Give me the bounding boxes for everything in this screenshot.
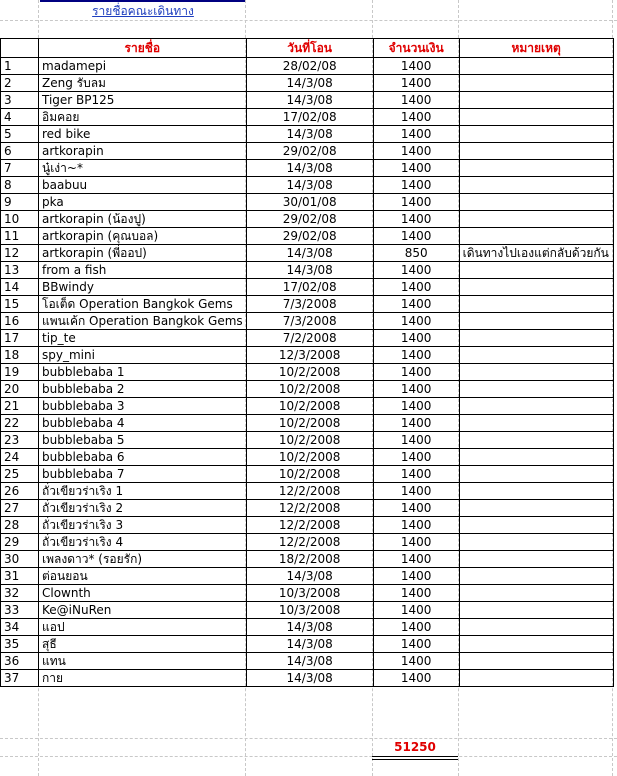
table-row — [1, 109, 614, 126]
cell-no[interactable]: 34 — [1, 619, 39, 636]
table-row — [1, 245, 614, 262]
cell-amount[interactable]: 1400 — [373, 296, 459, 313]
cell-no[interactable]: 30 — [1, 551, 39, 568]
cell-amount[interactable]: 1400 — [373, 568, 459, 585]
cell-note[interactable] — [459, 160, 613, 177]
cell-note[interactable] — [459, 534, 613, 551]
cell-date[interactable]: 10/3/2008 — [246, 585, 373, 602]
cell-no[interactable]: 22 — [1, 415, 39, 432]
cell-date[interactable]: 7/3/2008 — [246, 296, 373, 313]
cell-name[interactable]: bubblebaba 7 — [39, 466, 247, 483]
cell-note[interactable] — [459, 279, 613, 296]
cell-amount[interactable]: 1400 — [373, 585, 459, 602]
cell-date[interactable]: 29/02/08 — [246, 143, 373, 160]
cell-name[interactable]: Tiger BP125 — [39, 92, 247, 109]
cell-note[interactable] — [459, 636, 613, 653]
table-row — [1, 551, 614, 568]
cell-note[interactable] — [459, 381, 613, 398]
cell-no[interactable]: 16 — [1, 313, 39, 330]
cell-no[interactable]: 27 — [1, 500, 39, 517]
cell-name[interactable]: bubblebaba 2 — [39, 381, 247, 398]
cell-date[interactable]: 28/02/08 — [246, 58, 373, 75]
cell-date[interactable]: 14/3/08 — [246, 568, 373, 585]
cell-no[interactable]: 6 — [1, 143, 39, 160]
cell-no[interactable]: 9 — [1, 194, 39, 211]
cell-no[interactable]: 8 — [1, 177, 39, 194]
cell-no[interactable]: 24 — [1, 449, 39, 466]
cell-amount[interactable]: 1400 — [373, 449, 459, 466]
cell-no[interactable]: 32 — [1, 585, 39, 602]
cell-no[interactable]: 35 — [1, 636, 39, 653]
cell-date[interactable]: 7/3/2008 — [246, 313, 373, 330]
cell-name[interactable]: สุธี — [39, 636, 247, 653]
table-row — [1, 415, 614, 432]
table-row — [1, 296, 614, 313]
cell-date[interactable]: 10/2/2008 — [246, 415, 373, 432]
cell-amount[interactable]: 1400 — [373, 653, 459, 670]
table-row — [1, 75, 614, 92]
cell-date[interactable]: 30/01/08 — [246, 194, 373, 211]
cell-no[interactable]: 10 — [1, 211, 39, 228]
cell-amount[interactable]: 1400 — [373, 670, 459, 687]
cell-no[interactable]: 29 — [1, 534, 39, 551]
cell-date[interactable]: 17/02/08 — [246, 279, 373, 296]
table-row — [1, 483, 614, 500]
cell-no[interactable]: 13 — [1, 262, 39, 279]
table-row — [1, 330, 614, 347]
header-cell-no[interactable] — [1, 39, 39, 58]
cell-date[interactable]: 18/2/2008 — [246, 551, 373, 568]
cell-note[interactable] — [459, 364, 613, 381]
cell-name[interactable]: เพลงดาว* (รอยรัก) — [39, 551, 247, 568]
cell-name[interactable]: ต่อนยอน — [39, 568, 247, 585]
cell-amount[interactable]: 1400 — [373, 364, 459, 381]
cell-note[interactable] — [459, 483, 613, 500]
table-row — [1, 211, 614, 228]
cell-date[interactable]: 17/02/08 — [246, 109, 373, 126]
cell-note[interactable] — [459, 466, 613, 483]
cell-note[interactable] — [459, 177, 613, 194]
table-row — [1, 500, 614, 517]
cell-date[interactable]: 10/2/2008 — [246, 449, 373, 466]
cell-note[interactable] — [459, 347, 613, 364]
cell-amount[interactable]: 1400 — [373, 194, 459, 211]
cell-note[interactable] — [459, 517, 613, 534]
total-amount[interactable]: 51250 — [394, 740, 436, 754]
cell-name[interactable]: แอป — [39, 619, 247, 636]
cell-no[interactable]: 11 — [1, 228, 39, 245]
cell-amount[interactable]: 1400 — [373, 619, 459, 636]
cell-date[interactable]: 12/2/2008 — [246, 517, 373, 534]
total-underline — [372, 756, 458, 757]
cell-amount[interactable]: 1400 — [373, 381, 459, 398]
cell-note[interactable] — [459, 653, 613, 670]
table-row — [1, 381, 614, 398]
cell-name[interactable]: baabuu — [39, 177, 247, 194]
cell-date[interactable]: 12/3/2008 — [246, 347, 373, 364]
cell-amount[interactable]: 1400 — [373, 160, 459, 177]
table-row — [1, 262, 614, 279]
cell-name[interactable]: from a fish — [39, 262, 247, 279]
cell-no[interactable]: 2 — [1, 75, 39, 92]
cell-amount[interactable]: 1400 — [373, 636, 459, 653]
cell-note[interactable] — [459, 109, 613, 126]
cell-amount[interactable]: 1400 — [373, 602, 459, 619]
table-row — [1, 466, 614, 483]
cell-name[interactable]: artkorapin (พี่ออป) — [39, 245, 247, 262]
cell-note[interactable] — [459, 296, 613, 313]
header-cell-amount[interactable]: จำนวนเงิน — [373, 39, 459, 58]
cell-note[interactable] — [459, 398, 613, 415]
cell-name[interactable]: โอเต็ด Operation Bangkok Gems — [39, 296, 247, 313]
table-row — [1, 177, 614, 194]
header-cell-note[interactable]: หมายเหตุ — [459, 39, 613, 58]
table-row — [1, 534, 614, 551]
cell-name[interactable]: Clownth — [39, 585, 247, 602]
cell-date[interactable]: 10/2/2008 — [246, 398, 373, 415]
table-row — [1, 653, 614, 670]
cell-name[interactable]: bubblebaba 1 — [39, 364, 247, 381]
cell-name[interactable]: red bike — [39, 126, 247, 143]
cell-name[interactable]: bubblebaba 6 — [39, 449, 247, 466]
table-row — [1, 568, 614, 585]
cell-note[interactable] — [459, 75, 613, 92]
cell-no[interactable]: 5 — [1, 126, 39, 143]
cell-note[interactable] — [459, 670, 613, 687]
cell-no[interactable]: 25 — [1, 466, 39, 483]
cell-date[interactable]: 12/2/2008 — [246, 534, 373, 551]
total-underline — [372, 759, 458, 760]
cell-amount[interactable]: 1400 — [373, 517, 459, 534]
cell-no[interactable]: 4 — [1, 109, 39, 126]
cell-name[interactable]: กาย — [39, 670, 247, 687]
header-cell-date[interactable]: วันที่โอน — [246, 39, 373, 58]
cell-date[interactable]: 14/3/08 — [246, 126, 373, 143]
cell-note[interactable]: เดินทางไปเองแต่กลับด้วยกัน — [459, 245, 613, 262]
cell-name[interactable]: artkorapin — [39, 143, 247, 160]
sheet-title[interactable]: รายชื่อคณะเดินทาง — [92, 4, 194, 18]
cell-date[interactable]: 14/3/08 — [246, 160, 373, 177]
cell-no[interactable]: 12 — [1, 245, 39, 262]
cell-date[interactable]: 12/2/2008 — [246, 500, 373, 517]
cell-note[interactable] — [459, 619, 613, 636]
cell-amount[interactable]: 1400 — [373, 177, 459, 194]
table-row — [1, 364, 614, 381]
cell-note[interactable] — [459, 143, 613, 160]
cell-date[interactable]: 14/3/08 — [246, 177, 373, 194]
cell-date[interactable]: 29/02/08 — [246, 228, 373, 245]
cell-amount[interactable]: 1400 — [373, 262, 459, 279]
cell-amount[interactable]: 1400 — [373, 330, 459, 347]
table-row — [1, 636, 614, 653]
table-row — [1, 228, 614, 245]
cell-name[interactable]: bubblebaba 3 — [39, 398, 247, 415]
cell-no[interactable]: 36 — [1, 653, 39, 670]
cell-no[interactable]: 26 — [1, 483, 39, 500]
cell-name[interactable]: อิมคอย — [39, 109, 247, 126]
cell-name[interactable]: ถั่วเขียวร่าเริง 4 — [39, 534, 247, 551]
cell-date[interactable]: 14/3/08 — [246, 245, 373, 262]
cell-no[interactable]: 14 — [1, 279, 39, 296]
cell-date[interactable]: 14/3/08 — [246, 619, 373, 636]
cell-name[interactable]: Ke@iNuRen — [39, 602, 247, 619]
cell-no[interactable]: 17 — [1, 330, 39, 347]
cell-amount[interactable]: 1400 — [373, 432, 459, 449]
cell-no[interactable]: 20 — [1, 381, 39, 398]
cell-date[interactable]: 14/3/08 — [246, 92, 373, 109]
grid-line — [0, 738, 617, 739]
cell-name[interactable]: ถั่วเขียวร่าเริง 2 — [39, 500, 247, 517]
cell-no[interactable]: 7 — [1, 160, 39, 177]
cell-amount[interactable]: 1400 — [373, 126, 459, 143]
cell-note[interactable] — [459, 194, 613, 211]
grid-line — [0, 756, 617, 757]
cell-no[interactable]: 37 — [1, 670, 39, 687]
cell-date[interactable]: 14/3/08 — [246, 262, 373, 279]
cell-amount[interactable]: 1400 — [373, 398, 459, 415]
cell-note[interactable] — [459, 568, 613, 585]
cell-amount[interactable]: 1400 — [373, 211, 459, 228]
cell-note[interactable] — [459, 449, 613, 466]
cell-note[interactable] — [459, 415, 613, 432]
table-row — [1, 449, 614, 466]
cell-note[interactable] — [459, 92, 613, 109]
cell-amount[interactable]: 1400 — [373, 483, 459, 500]
table-row — [1, 619, 614, 636]
guest-table — [0, 38, 614, 687]
cell-name[interactable]: artkorapin (น้องปู) — [39, 211, 247, 228]
header-cell-name[interactable]: รายชื่อ — [39, 39, 247, 58]
table-row — [1, 347, 614, 364]
cell-amount[interactable]: 1400 — [373, 415, 459, 432]
cell-name[interactable]: pka — [39, 194, 247, 211]
cell-note[interactable] — [459, 228, 613, 245]
table-row — [1, 602, 614, 619]
cell-name[interactable]: spy_mini — [39, 347, 247, 364]
cell-amount[interactable]: 1400 — [373, 313, 459, 330]
cell-date[interactable]: 14/3/08 — [246, 653, 373, 670]
cell-note[interactable] — [459, 211, 613, 228]
cell-no[interactable]: 28 — [1, 517, 39, 534]
cell-no[interactable]: 15 — [1, 296, 39, 313]
table-row — [1, 126, 614, 143]
cell-no[interactable]: 18 — [1, 347, 39, 364]
cell-amount[interactable]: 1400 — [373, 466, 459, 483]
cell-date[interactable]: 10/2/2008 — [246, 381, 373, 398]
table-row — [1, 143, 614, 160]
cell-note[interactable] — [459, 58, 613, 75]
cell-date[interactable]: 29/02/08 — [246, 211, 373, 228]
cell-no[interactable]: 23 — [1, 432, 39, 449]
cell-no[interactable]: 31 — [1, 568, 39, 585]
table-row — [1, 313, 614, 330]
table-row — [1, 279, 614, 296]
cell-date[interactable]: 12/2/2008 — [246, 483, 373, 500]
cell-name[interactable]: นู๋เง่า~* — [39, 160, 247, 177]
grid-line — [0, 20, 617, 21]
cell-date[interactable]: 10/2/2008 — [246, 466, 373, 483]
cell-date[interactable]: 10/2/2008 — [246, 364, 373, 381]
cell-no[interactable]: 1 — [1, 58, 39, 75]
cell-date[interactable]: 14/3/08 — [246, 75, 373, 92]
table-row — [1, 432, 614, 449]
cell-date[interactable]: 14/3/08 — [246, 670, 373, 687]
cell-note[interactable] — [459, 262, 613, 279]
table-row — [1, 670, 614, 687]
header-row — [1, 39, 614, 58]
cell-note[interactable] — [459, 126, 613, 143]
cell-amount[interactable]: 1400 — [373, 92, 459, 109]
cell-name[interactable]: แทน — [39, 653, 247, 670]
cell-date[interactable]: 14/3/08 — [246, 636, 373, 653]
cell-note[interactable] — [459, 602, 613, 619]
cell-amount[interactable]: 1400 — [373, 551, 459, 568]
cell-amount[interactable]: 1400 — [373, 58, 459, 75]
cell-name[interactable]: Zeng รับลม — [39, 75, 247, 92]
table-row — [1, 194, 614, 211]
cell-name[interactable]: แพนเค้ก Operation Bangkok Gems — [39, 313, 247, 330]
cell-name[interactable]: bubblebaba 5 — [39, 432, 247, 449]
cell-amount[interactable]: 1400 — [373, 347, 459, 364]
cell-note[interactable] — [459, 330, 613, 347]
cell-amount[interactable]: 1400 — [373, 500, 459, 517]
cell-name[interactable]: bubblebaba 4 — [39, 415, 247, 432]
cell-amount[interactable]: 1400 — [373, 109, 459, 126]
cell-name[interactable]: ถั่วเขียวร่าเริง 1 — [39, 483, 247, 500]
table-row — [1, 160, 614, 177]
cell-date[interactable]: 10/2/2008 — [246, 432, 373, 449]
cell-note[interactable] — [459, 432, 613, 449]
cell-note[interactable] — [459, 585, 613, 602]
cell-amount[interactable]: 1400 — [373, 75, 459, 92]
cell-note[interactable] — [459, 313, 613, 330]
cell-name[interactable]: BBwindy — [39, 279, 247, 296]
table-row — [1, 517, 614, 534]
cell-amount[interactable]: 1400 — [373, 279, 459, 296]
cell-name[interactable]: madamepi — [39, 58, 247, 75]
cell-name[interactable]: ถั่วเขียวร่าเริง 3 — [39, 517, 247, 534]
cell-amount[interactable]: 850 — [373, 245, 459, 262]
cell-no[interactable]: 3 — [1, 92, 39, 109]
cell-amount[interactable]: 1400 — [373, 228, 459, 245]
cell-date[interactable]: 7/2/2008 — [246, 330, 373, 347]
cell-name[interactable]: artkorapin (คุณบอล) — [39, 228, 247, 245]
cell-date[interactable]: 10/3/2008 — [246, 602, 373, 619]
cell-amount[interactable]: 1400 — [373, 534, 459, 551]
cell-no[interactable]: 21 — [1, 398, 39, 415]
cell-amount[interactable]: 1400 — [373, 143, 459, 160]
table-row — [1, 585, 614, 602]
cell-name[interactable]: tip_te — [39, 330, 247, 347]
cell-note[interactable] — [459, 551, 613, 568]
table-row — [1, 398, 614, 415]
cell-no[interactable]: 33 — [1, 602, 39, 619]
table-row — [1, 92, 614, 109]
cell-no[interactable]: 19 — [1, 364, 39, 381]
cell-note[interactable] — [459, 500, 613, 517]
table-row — [1, 58, 614, 75]
